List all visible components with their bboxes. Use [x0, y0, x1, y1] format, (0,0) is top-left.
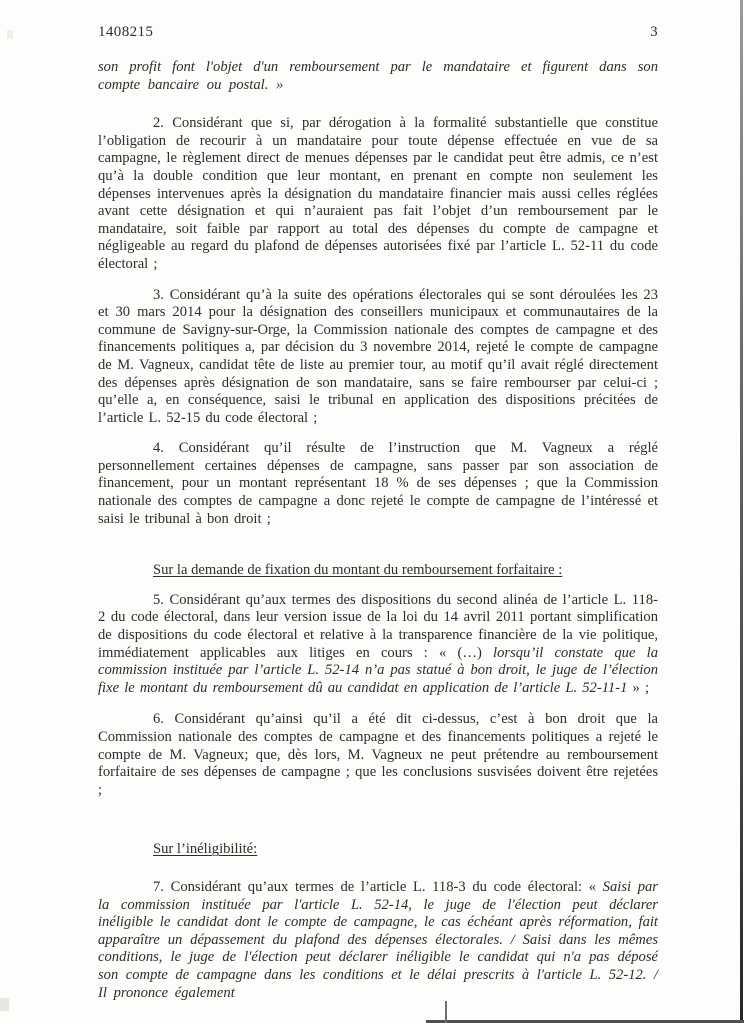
- paragraph-5-closing: » ;: [627, 679, 650, 696]
- case-number: 1408215: [98, 24, 154, 40]
- scan-edge-right-artifact: [740, 0, 743, 1023]
- scan-speck-bottom-left: [0, 998, 9, 1011]
- paragraph-4: 4. Considérant qu’il résulte de l’instruction que M. Vagneux a réglé personnellement certaines dépenses de campagne, sans passer par son association de financement, pour un montant représentant 18 % de ses dépenses ; que la Commission nationale des comptes de campagne a donc rejeté le compte de campagne de l’intéressé et saisi le tribunal à bon droit ;: [98, 440, 658, 527]
- page-number: 3: [650, 24, 658, 40]
- section-heading-remboursement: [153, 562, 658, 580]
- paragraph-7: [98, 879, 658, 1002]
- paragraph-5-quote: lorsqu’il constate que la commission instituée par l’article L. 52-14 n’a pas statué à bon droit, le juge de l’élection fixe le montant du remboursement dû au candidat en application de l’article L. 52-11-1: [98, 644, 658, 696]
- paragraph-6: 6. Considérant qu’ainsi qu’il a été dit ci-dessus, c’est à bon droit que la Commission nationale des comptes de campagne et des financements politiques a rejeté le compte de M. Vagneux; que, dès lors, M. Vagneux ne peut prétendre au remboursement forfaitaire de ses dépenses de campagne ; que les conclusions susvisées doivent être rejetées ;: [98, 711, 658, 798]
- scan-fold-mark-artifact: [445, 1001, 447, 1023]
- paragraph-continuation-quote: son profit font l'objet d'un remboursement par le mandataire et figurent dans son compte bancaire ou postal. »: [98, 59, 658, 93]
- paragraph-5-intro: 5. Considérant qu’aux termes des dispositions du second alinéa de l’article L. 118-2 du code électoral, dans leur version issue de la loi du 14 avril 2011 portant simplification de dispositions du code électoral et relative à la transparence financière de la vie politique, immédiatement applicables aux litiges en cours : « (…): [98, 591, 658, 661]
- document-header: [98, 24, 658, 41]
- section-heading-remboursement-label: Sur la demande de fixation du montant du remboursement forfaitaire :: [153, 562, 563, 579]
- paragraph-2: 2. Considérant que si, par dérogation à la formalité substantielle que constitue l’obligation de recourir à un mandataire pour toute dépense effectuée en vue de sa campagne, le règlement direct de menues dépenses par le candidat peut être admis, ce n’est qu’à la double condition que leur montant, en prenant en compte non seulement les dépenses intervenues après la désignation du mandataire financier mais aussi celles réglées avant cette désignation et qui n’auraient pas fait l’objet d’un remboursement par le mandataire, soit faible par rapport au total des dépenses du compte de campagne et négligeable au regard du plafond de dépenses autorisées fixé par l’article L. 52-11 du code électoral ;: [98, 115, 658, 272]
- paragraph-7-quote: Saisi par la commission instituée par l'article L. 52-14, le juge de l'élection peut déclarer inéligible le candidat dont le compte de campagne, le cas échéant après réformation, fait apparaître un dépassement du plafond des dépenses électorales. / Saisi dans les mêmes conditions, le juge de l'élection peut déclarer inéligible le candidat qui n'a pas déposé son compte de campagne dans les conditions et le délai prescrits à l'article L. 52-12. / Il prononce également: [98, 878, 658, 1001]
- paragraph-3: 3. Considérant qu’à la suite des opérations électorales qui se sont déroulées les 23 et 30 mars 2014 pour la désignation des conseillers municipaux et communautaires de la commune de Savigny-sur-Orge, la Commission nationale des comptes de campagne et des financements politiques a, par décision du 3 novembre 2014, rejeté le compte de campagne de M. Vagneux, candidat tête de liste au premier tour, au motif qu’il avait réglé directement des dépenses après désignation de son mandataire, sans se faire rembourser par celui-ci ; qu’elle a, en conséquence, saisi le tribunal en application des dispositions précitées de l’article L. 52-15 du code électoral ;: [98, 286, 658, 426]
- section-heading-ineligibilite-label: Sur l’inéligibilité:: [153, 841, 258, 858]
- scan-speck-top-left: [7, 30, 13, 39]
- section-heading-ineligibilite: [153, 841, 658, 859]
- paragraph-7-intro: 7. Considérant qu’aux termes de l’article L. 118-3 du code électoral: «: [153, 878, 603, 895]
- paragraph-5: [98, 592, 658, 698]
